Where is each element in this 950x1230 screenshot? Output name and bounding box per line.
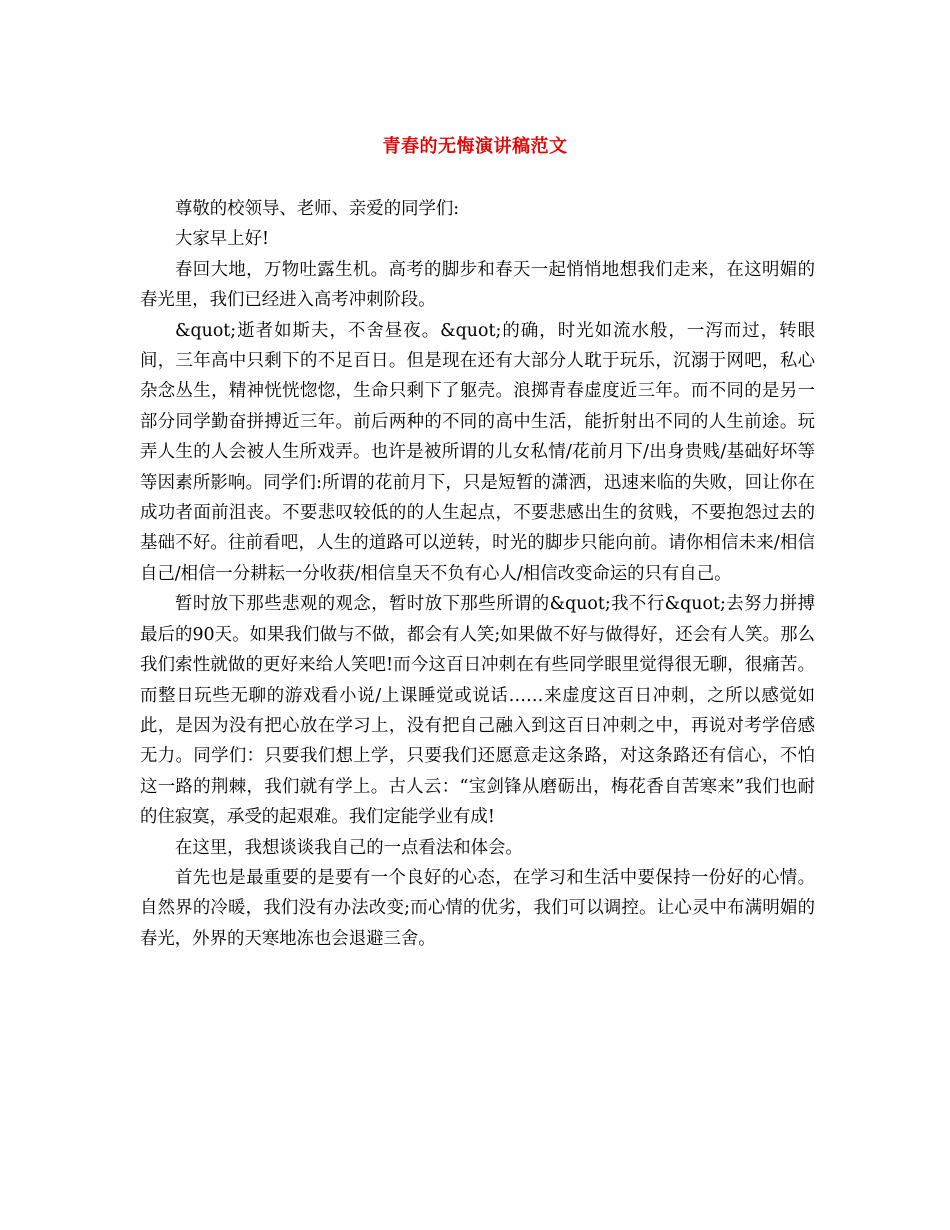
paragraph-greeting: 尊敬的校领导、老师、亲爱的同学们: [175, 199, 460, 219]
paragraph-spring: 春回大地，万物吐露生机。高考的脚步和春天一起悄悄地想我们走来，在这明媚的春光里，我们已经进入高考冲刺阶段。 [140, 259, 815, 311]
paragraph-intro-views: 在这里，我想谈谈我自己的一点看法和体会。 [175, 837, 523, 858]
paragraph-mindset: 首先也是最重要的是要有一个良好的心态，在学习和生活中要保持一份好的心情。自然界的冷暖，我们没有办法改变;而心情的优劣，我们可以调控。让心灵中布满明媚的春光，外界的天寒地冻也会退避三舍。 [140, 867, 815, 949]
paragraph-morning: 大家早上好! [175, 229, 269, 250]
document-title: 青春的无悔演讲稿范文 [382, 136, 568, 158]
document-body [140, 194, 815, 954]
paragraph-effort: 暂时放下那些悲观的观念，暂时放下那些所谓的&quot;我不行&quot;去努力拼搏最后的90天。如果我们做与不做，都会有人笑;如果做不好与做得好，还会有人笑。那么我们索性就做的更好来给人笑吧!而今这百日冲刺在有些同学眼里觉得很无聊，很痛苦。而整日玩些无聊的游戏看小说/上课睡觉或说话……来虚度这百日冲刺，之所以感觉如此，是因为没有把心放在学习上，没有把自己融入到这百日冲刺之中，再说对考学倍感无力。同学们：只要我们想上学，只要我们还愿意走这条路，对这条路还有信心，不怕这一路的荆棘，我们就有学上。古人云：“宝剑锋从磨砺出，梅花香自苦寒来”我们也耐的住寂寞，承受的起艰难。我们定能学业有成! [140, 594, 815, 828]
paragraph-time: &quot;逝者如斯夫，不舍昼夜。&quot;的确，时光如流水般，一泻而过，转眼间，三年高中只剩下的不足百日。但是现在还有大部分人耽于玩乐，沉溺于网吧，私心杂念丛生，精神恍恍惚惚，生命只剩下了躯壳。浪掷青春虚度近三年。而不同的是另一部分同学勤奋拼搏近三年。前后两种的不同的高中生活，能折射出不同的人生前途。玩弄人生的人会被人生所戏弄。也许是被所谓的儿女私情/花前月下/出身贵贱/基础好坏等等因素所影响。同学们:所谓的花前月下，只是短暂的潇洒，迅速来临的失败，回让你在成功者面前沮丧。不要悲叹较低的的人生起点，不要悲感出生的贫贱，不要抱怨过去的基础不好。往前看吧，人生的道路可以逆转，时光的脚步只能向前。请你相信未来/相信自己/相信一分耕耘一分收获/相信皇天不负有心人/相信改变命运的只有自己。 [140, 320, 815, 584]
